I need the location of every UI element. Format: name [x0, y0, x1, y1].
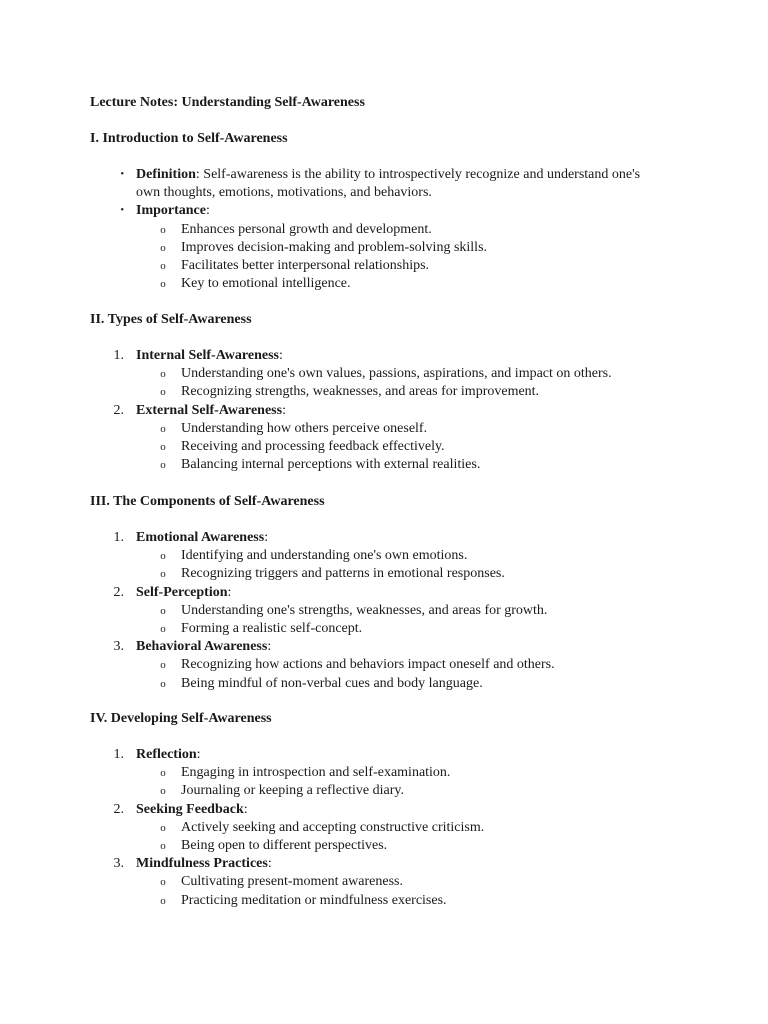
section-list-introduction — [0, 166, 768, 293]
sub-item-text: Key to emotional intelligence. — [181, 276, 351, 292]
number-marker: 1. — [113, 747, 124, 762]
sub-bullet-marker: o — [160, 386, 166, 399]
sub-item — [0, 819, 768, 837]
sub-bullet-marker: o — [160, 422, 166, 435]
list-item-reflection — [0, 746, 768, 764]
sub-bullet-marker: o — [160, 677, 166, 690]
sub-item — [0, 275, 768, 293]
item-text: : Self-awareness is the ability to introspectively recognize and understand one's own thoughts, emotions, motivations, and behaviors. — [136, 167, 641, 201]
sub-item-text: Identifying and understanding one's own emotions. — [181, 548, 468, 564]
number-marker: 1. — [113, 530, 124, 545]
item-term: Mindfulness Practices — [136, 856, 268, 872]
sub-bullet-marker: o — [160, 894, 166, 907]
item-text: : — [206, 203, 210, 219]
sub-item-text: Recognizing triggers and patterns in emotional responses. — [181, 566, 505, 582]
list-item-behavioral-awareness — [0, 638, 768, 656]
sub-bullet-marker: o — [160, 840, 166, 853]
sub-item-text: Enhances personal growth and development. — [181, 221, 432, 237]
section-heading-introduction: I. Introduction to Self-Awareness — [90, 131, 288, 146]
sub-bullet-marker: o — [160, 821, 166, 834]
item-text: : — [196, 747, 201, 762]
sub-item — [0, 257, 768, 275]
sub-item-text: Engaging in introspection and self-examination. — [181, 765, 451, 781]
item-term: Seeking Feedback — [136, 801, 244, 817]
section-heading-developing: IV. Developing Self-Awareness — [90, 711, 272, 726]
number-marker: 1. — [113, 348, 124, 363]
sub-item-text: Journaling or keeping a reflective diary. — [181, 783, 405, 799]
sub-bullet-marker: o — [160, 623, 166, 636]
sub-bullet-marker: o — [160, 659, 166, 672]
sub-bullet-marker: o — [160, 368, 166, 381]
sub-item — [0, 365, 768, 383]
sub-item-text: Practicing meditation or mindfulness exercises. — [181, 892, 447, 908]
item-text: : — [243, 801, 248, 817]
list-item-definition — [0, 166, 768, 202]
section-list-types — [0, 347, 768, 474]
sub-item-text: Recognizing how actions and behaviors impact oneself and others. — [181, 657, 555, 673]
item-term: Importance — [136, 203, 206, 219]
sub-item-text: Improves decision-making and problem-solving skills. — [181, 239, 488, 255]
sub-item — [0, 420, 768, 438]
sub-item — [0, 837, 768, 855]
item-term: Internal Self-Awareness — [136, 348, 279, 363]
list-item-seeking-feedback — [0, 801, 768, 819]
sub-item — [0, 602, 768, 620]
sub-item — [0, 764, 768, 782]
number-marker: 2. — [113, 801, 124, 817]
sub-bullet-marker: o — [160, 260, 166, 273]
sub-bullet-marker: o — [160, 241, 166, 254]
sub-item-text: Understanding one's own values, passions, aspirations, and impact on others. — [181, 366, 612, 382]
section-heading-components: III. The Components of Self-Awareness — [90, 494, 325, 509]
bullet-marker: • — [120, 205, 124, 217]
list-item-mindfulness-practices — [0, 855, 768, 873]
sub-bullet-marker: o — [160, 568, 166, 581]
section-list-developing — [0, 746, 768, 910]
number-marker: 3. — [113, 639, 124, 655]
sub-item — [0, 675, 768, 693]
item-term: Reflection — [136, 747, 197, 762]
item-text: : — [264, 530, 269, 545]
item-text: : — [267, 639, 272, 655]
item-text: : — [227, 584, 232, 600]
sub-item — [0, 782, 768, 800]
list-item-internal-self-awareness — [0, 347, 768, 365]
sub-item-text: Understanding how others perceive oneself. — [181, 420, 428, 436]
sub-item-text: Forming a realistic self-concept. — [181, 621, 363, 637]
section-list-components — [0, 529, 768, 693]
list-item-external-self-awareness — [0, 402, 768, 420]
sub-bullet-marker: o — [160, 604, 166, 617]
sub-item-text: Being mindful of non-verbal cues and body language. — [181, 675, 483, 691]
sub-bullet-marker: o — [160, 767, 166, 780]
sub-item-text: Understanding one's strengths, weaknesses, and areas for growth. — [181, 602, 548, 618]
item-text: : — [282, 402, 286, 418]
sub-bullet-marker: o — [160, 223, 166, 236]
sub-item — [0, 221, 768, 239]
number-marker: 3. — [113, 856, 124, 872]
sub-item-text: Facilitates better interpersonal relationships. — [181, 258, 430, 274]
sub-item — [0, 383, 768, 401]
item-text: : — [267, 856, 272, 872]
sub-item-text: Actively seeking and accepting constructive criticism. — [181, 819, 485, 835]
document-title: Lecture Notes: Understanding Self-Awareness — [90, 95, 365, 110]
item-term: External Self-Awareness — [136, 402, 283, 418]
bullet-marker: • — [120, 169, 124, 180]
item-term: Self-Perception — [136, 584, 228, 600]
sub-item-text: Balancing internal perceptions with external realities. — [181, 457, 481, 473]
item-term: Emotional Awareness — [136, 530, 265, 545]
sub-item — [0, 892, 768, 910]
sub-bullet-marker: o — [160, 441, 166, 454]
sub-item — [0, 620, 768, 638]
sub-item-text: Recognizing strengths, weaknesses, and areas for improvement. — [181, 384, 540, 400]
sub-item-text: Cultivating present-moment awareness. — [181, 874, 403, 890]
sub-item — [0, 456, 768, 474]
sub-bullet-marker: o — [160, 876, 166, 889]
item-term: Behavioral Awareness — [136, 639, 268, 655]
sub-bullet-marker: o — [160, 459, 166, 472]
list-item-importance — [0, 202, 768, 220]
sub-item — [0, 239, 768, 257]
number-marker: 2. — [113, 402, 124, 418]
sub-item — [0, 873, 768, 891]
sub-item — [0, 547, 768, 565]
sub-item — [0, 565, 768, 583]
sub-item-text: Being open to different perspectives. — [181, 838, 388, 854]
sub-bullet-marker: o — [160, 550, 166, 563]
sub-item — [0, 438, 768, 456]
list-item-self-perception — [0, 584, 768, 602]
item-text: : — [278, 348, 283, 363]
number-marker: 2. — [113, 584, 124, 600]
item-term: Definition — [136, 167, 196, 182]
sub-bullet-marker: o — [160, 785, 166, 798]
sub-item — [0, 656, 768, 674]
section-heading-types: II. Types of Self-Awareness — [90, 312, 252, 327]
sub-bullet-marker: o — [160, 278, 166, 291]
list-item-emotional-awareness — [0, 529, 768, 547]
sub-item-text: Receiving and processing feedback effectively. — [181, 439, 445, 455]
